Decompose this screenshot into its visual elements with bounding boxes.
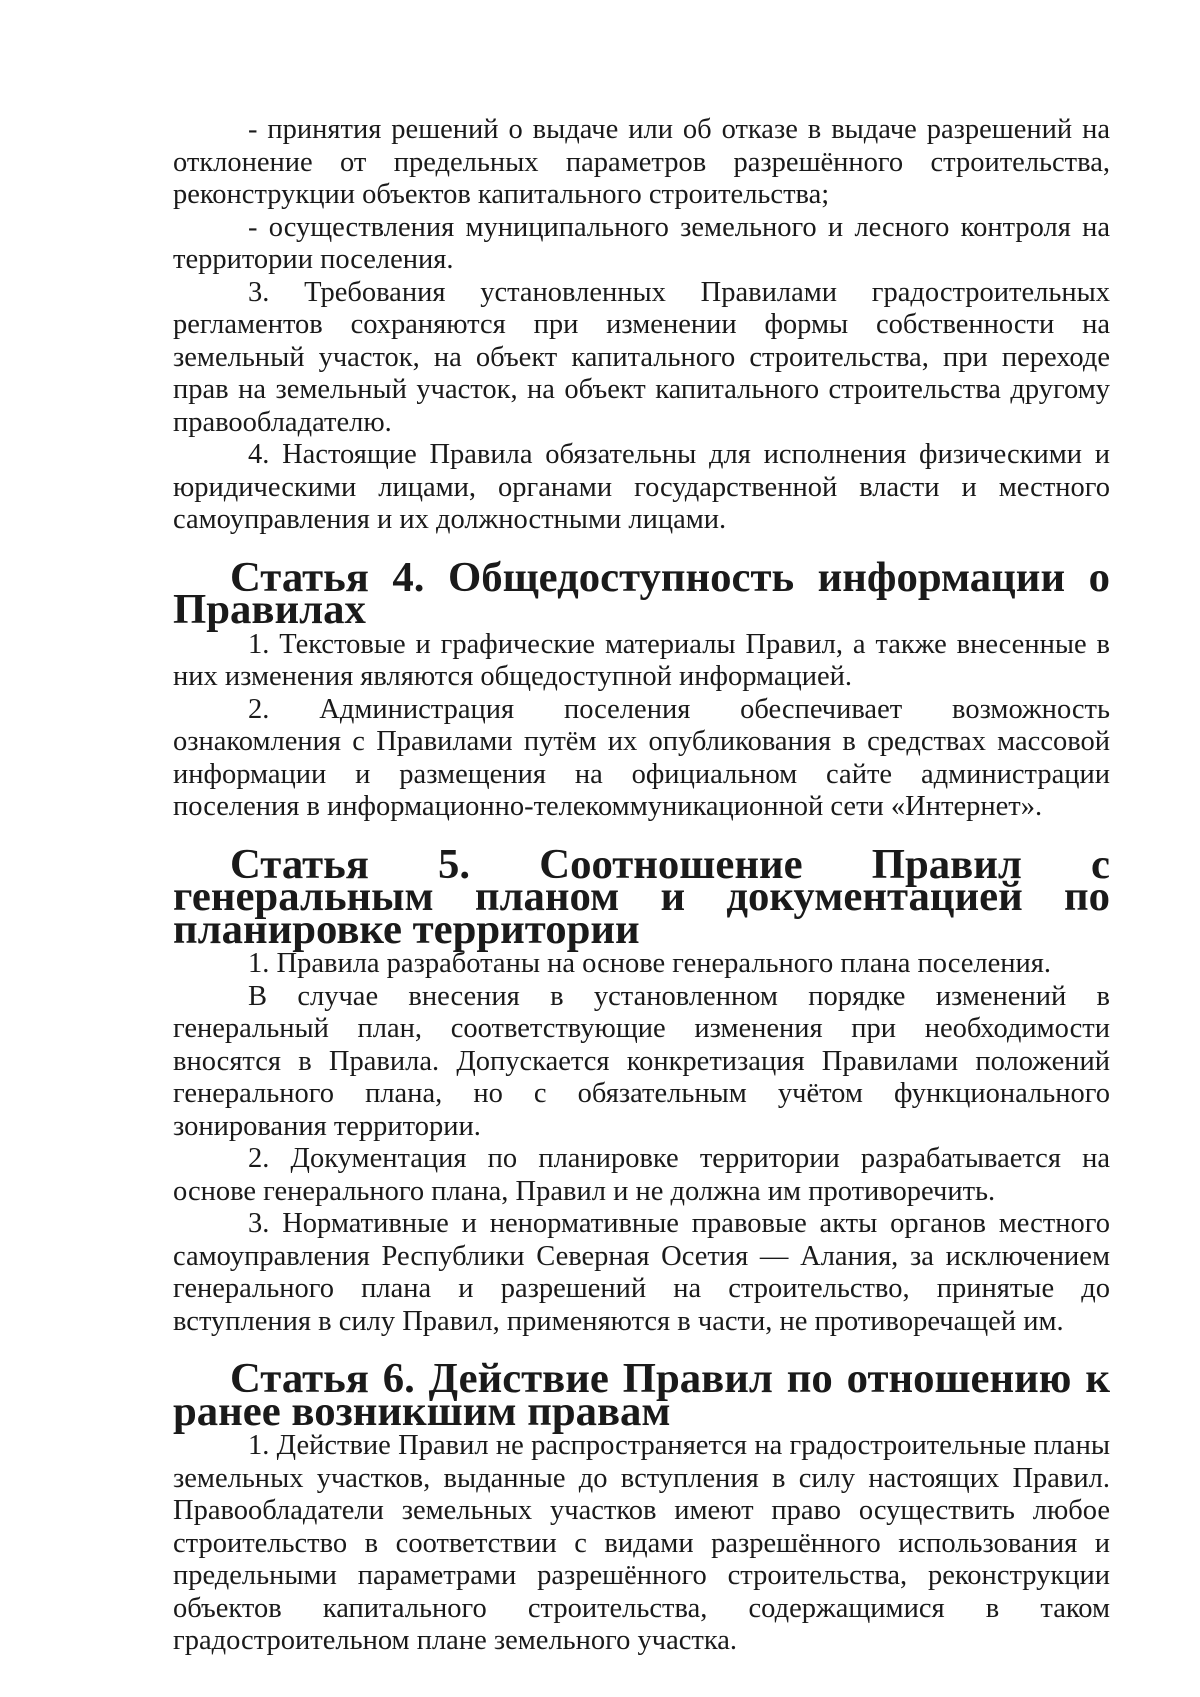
paragraph: 3. Нормативные и ненормативные правовые акты органов местного самоуправления Республики Северная Осетия — Алания, за исключением генерального плана и разрешений на строительство, принятые до вступления в силу Правил, применяются в части, не противоречащей им. <box>173 1208 1110 1337</box>
article-5-title: Статья 5. Соотношение Правил с генеральным планом и документацией по планировке территории <box>173 840 1110 953</box>
paragraph: В случае внесения в установленном порядке изменений в генеральный план, соответствующие изменения при необходимости вносятся в Правила. Допускается конкретизация Правилами положений генерального плана, но с обязательным учётом функционального зонирования территории. <box>173 980 1110 1142</box>
paragraph: 2. Документация по планировке территории разрабатывается на основе генерального плана, Правил и не должна им противоречить. <box>173 1143 1110 1207</box>
paragraph: - осуществления муниципального земельного и лесного контроля на территории поселения. <box>173 211 1110 275</box>
article-4-title: Статья 4. Общедоступность информации о Правилах <box>173 553 1110 633</box>
paragraph: 2. Администрация поселения обеспечивает возможность ознакомления с Правилами путём их опубликования в средствах массовой информации и размещения на официальном сайте администрации поселения в информационно-телекоммуникационной сети «Интернет». <box>173 693 1110 822</box>
paragraph: 3. Требования установленных Правилами градостроительных регламентов сохраняются при изменении формы собственности на земельный участок, на объект капитального строительства, при переходе прав на земельный участок, на объект капитального строительства другому правообладателю. <box>173 276 1110 438</box>
paragraph: 1. Действие Правил не распространяется на градостроительные планы земельных участков, выданные до вступления в силу настоящих Правил. Правообладатели земельных участков имеют право осуществить любое строительство в соответствии с видами разрешённого использования и предельными параметрами разрешённого строительства, реконструкции объектов капитального строительства, содержащимися в таком градостроительном плане земельного участка. <box>173 1430 1110 1656</box>
paragraph: - принятия решений о выдаче или об отказе в выдаче разрешений на отклонение от предельных параметров разрешённого строительства, реконструкции объектов капитального строительства; <box>173 114 1110 210</box>
paragraph: 1. Текстовые и графические материалы Правил, а также внесенные в них изменения являются общедоступной информацией. <box>173 628 1110 692</box>
article-6-title: Статья 6. Действие Правил по отношению к ранее возникшим правам <box>173 1355 1110 1435</box>
paragraph: 4. Настоящие Правила обязательны для исполнения физическими и юридическими лицами, органами государственной власти и местного самоуправления и их должностными лицами. <box>173 439 1110 535</box>
document-page <box>173 114 1110 1658</box>
paragraph: 1. Правила разработаны на основе генерального плана поселения. <box>248 948 1052 979</box>
